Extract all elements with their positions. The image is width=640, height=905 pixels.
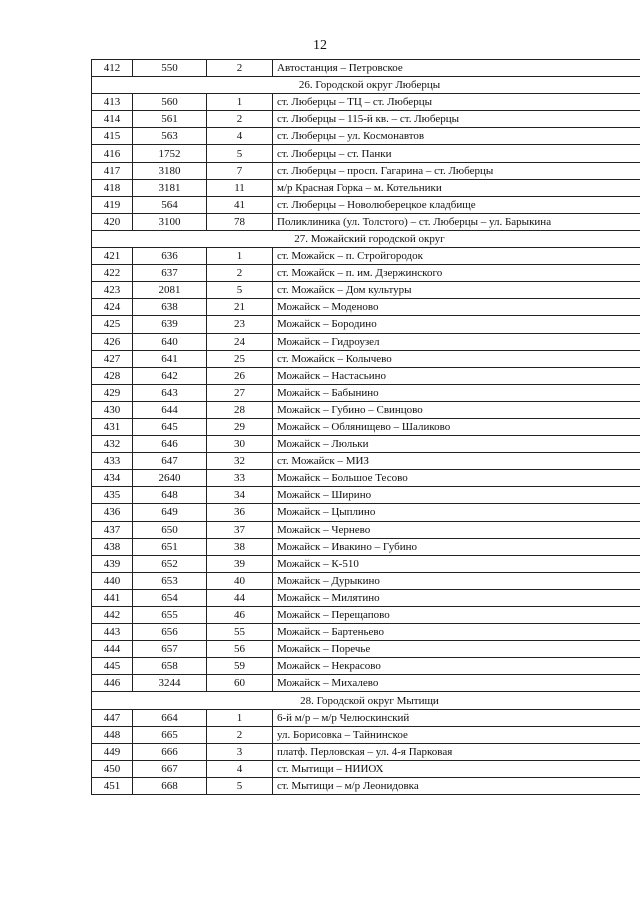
route-number: 651: [133, 538, 207, 555]
route-name: ст. Мытищи – м/р Леонидовка: [273, 777, 640, 794]
route-number: 563: [133, 128, 207, 145]
registration-number: 46: [207, 607, 273, 624]
route-name: ст. Люберцы – ст. Панки: [273, 145, 640, 162]
row-number: 417: [92, 162, 133, 179]
route-name: ст. Можайск – Колычево: [273, 350, 640, 367]
route-number: 655: [133, 607, 207, 624]
route-name: Автостанция – Петровское: [273, 60, 640, 77]
registration-number: 27: [207, 384, 273, 401]
table-row: [92, 333, 640, 350]
row-number: 420: [92, 213, 133, 230]
row-number: 425: [92, 316, 133, 333]
route-name: Можайск – Большое Тесово: [273, 470, 640, 487]
table-row: [92, 94, 640, 111]
route-name: Можайск – Бородино: [273, 316, 640, 333]
row-number: 445: [92, 658, 133, 675]
table-row: [92, 709, 640, 726]
route-name: Можайск – Милятино: [273, 589, 640, 606]
routes-table-body: [92, 60, 640, 795]
route-name: Можайск – Дурыкино: [273, 572, 640, 589]
route-name: Можайск – Люльки: [273, 436, 640, 453]
row-number: 424: [92, 299, 133, 316]
row-number: 414: [92, 111, 133, 128]
row-number: 446: [92, 675, 133, 692]
table-row: [92, 162, 640, 179]
route-name: Можайск – Настасьино: [273, 367, 640, 384]
registration-number: 2: [207, 265, 273, 282]
table-row: [92, 538, 640, 555]
route-number: 649: [133, 504, 207, 521]
registration-number: 24: [207, 333, 273, 350]
route-name: Можайск – К-510: [273, 555, 640, 572]
table-row: [92, 436, 640, 453]
table-row: [92, 299, 640, 316]
table-row: [92, 128, 640, 145]
route-number: 646: [133, 436, 207, 453]
row-number: 431: [92, 418, 133, 435]
route-number: 644: [133, 401, 207, 418]
route-name: ст. Люберцы – Новолюберецкое кладбище: [273, 196, 640, 213]
row-number: 433: [92, 453, 133, 470]
registration-number: 4: [207, 760, 273, 777]
route-number: 652: [133, 555, 207, 572]
registration-number: 32: [207, 453, 273, 470]
registration-number: 5: [207, 282, 273, 299]
registration-number: 1: [207, 94, 273, 111]
route-number: 666: [133, 743, 207, 760]
route-number: 639: [133, 316, 207, 333]
table-row: [92, 350, 640, 367]
registration-number: 38: [207, 538, 273, 555]
row-number: 441: [92, 589, 133, 606]
row-number: 429: [92, 384, 133, 401]
row-number: 450: [92, 760, 133, 777]
table-row: [92, 248, 640, 265]
table-row: [92, 145, 640, 162]
row-number: 437: [92, 521, 133, 538]
route-number: 640: [133, 333, 207, 350]
route-number: 560: [133, 94, 207, 111]
registration-number: 60: [207, 675, 273, 692]
registration-number: 7: [207, 162, 273, 179]
row-number: 449: [92, 743, 133, 760]
registration-number: 56: [207, 641, 273, 658]
row-number: 416: [92, 145, 133, 162]
table-row: [92, 196, 640, 213]
row-number: 435: [92, 487, 133, 504]
route-name: Можайск – Бартеньево: [273, 624, 640, 641]
registration-number: 28: [207, 401, 273, 418]
row-number: 434: [92, 470, 133, 487]
route-number: 643: [133, 384, 207, 401]
row-number: 419: [92, 196, 133, 213]
registration-number: 2: [207, 60, 273, 77]
registration-number: 5: [207, 145, 273, 162]
route-name: ст. Можайск – Дом культуры: [273, 282, 640, 299]
table-row: [92, 367, 640, 384]
registration-number: 2: [207, 726, 273, 743]
row-number: 443: [92, 624, 133, 641]
table-row: [92, 470, 640, 487]
route-name: ул. Борисовка – Тайнинское: [273, 726, 640, 743]
route-number: 1752: [133, 145, 207, 162]
registration-number: 40: [207, 572, 273, 589]
registration-number: 41: [207, 196, 273, 213]
row-number: 439: [92, 555, 133, 572]
route-name: Можайск – Облянищево – Шаликово: [273, 418, 640, 435]
route-number: 2081: [133, 282, 207, 299]
table-row: [92, 726, 640, 743]
route-number: 636: [133, 248, 207, 265]
table-row: [92, 521, 640, 538]
route-number: 641: [133, 350, 207, 367]
route-number: 3180: [133, 162, 207, 179]
route-number: 656: [133, 624, 207, 641]
table-row: [92, 418, 640, 435]
section-header-row: [92, 77, 640, 94]
row-number: 421: [92, 248, 133, 265]
registration-number: 2: [207, 111, 273, 128]
table-row: [92, 179, 640, 196]
registration-number: 78: [207, 213, 273, 230]
route-number: 667: [133, 760, 207, 777]
route-number: 645: [133, 418, 207, 435]
route-number: 658: [133, 658, 207, 675]
table-row: [92, 777, 640, 794]
route-name: Можайск – Чернево: [273, 521, 640, 538]
registration-number: 26: [207, 367, 273, 384]
row-number: 444: [92, 641, 133, 658]
route-number: 650: [133, 521, 207, 538]
route-number: 653: [133, 572, 207, 589]
row-number: 451: [92, 777, 133, 794]
route-number: 3244: [133, 675, 207, 692]
table-row: [92, 589, 640, 606]
route-name: ст. Мытищи – НИИОХ: [273, 760, 640, 777]
registration-number: 55: [207, 624, 273, 641]
row-number: 426: [92, 333, 133, 350]
route-number: 638: [133, 299, 207, 316]
route-name: ст. Люберцы – 115-й кв. – ст. Люберцы: [273, 111, 640, 128]
table-row: [92, 624, 640, 641]
route-name: ст. Люберцы – ТЦ – ст. Люберцы: [273, 94, 640, 111]
table-row: [92, 504, 640, 521]
table-row: [92, 555, 640, 572]
route-number: 654: [133, 589, 207, 606]
row-number: 423: [92, 282, 133, 299]
route-number: 3181: [133, 179, 207, 196]
section-header-row: [92, 692, 640, 709]
route-number: 637: [133, 265, 207, 282]
registration-number: 1: [207, 248, 273, 265]
route-name: Можайск – Губино – Свинцово: [273, 401, 640, 418]
table-row: [92, 607, 640, 624]
table-row: [92, 760, 640, 777]
table-row: [92, 213, 640, 230]
registration-number: 44: [207, 589, 273, 606]
row-number: 438: [92, 538, 133, 555]
route-name: ст. Люберцы – просп. Гагарина – ст. Люберцы: [273, 162, 640, 179]
table-row: [92, 487, 640, 504]
table-row: [92, 111, 640, 128]
registration-number: 39: [207, 555, 273, 572]
table-row: [92, 316, 640, 333]
route-name: 6-й м/р – м/р Челюскинский: [273, 709, 640, 726]
section-title: 28. Городской округ Мытищи: [92, 692, 640, 709]
registration-number: 30: [207, 436, 273, 453]
registration-number: 4: [207, 128, 273, 145]
route-number: 648: [133, 487, 207, 504]
registration-number: 37: [207, 521, 273, 538]
row-number: 422: [92, 265, 133, 282]
table-row: [92, 384, 640, 401]
table-row: [92, 743, 640, 760]
registration-number: 29: [207, 418, 273, 435]
route-number: 3100: [133, 213, 207, 230]
table-row: [92, 60, 640, 77]
section-title: 27. Можайский городской округ: [92, 230, 640, 247]
registration-number: 33: [207, 470, 273, 487]
registration-number: 21: [207, 299, 273, 316]
route-name: Можайск – Ивакино – Губино: [273, 538, 640, 555]
section-header-row: [92, 230, 640, 247]
route-name: Можайск – Гидроузел: [273, 333, 640, 350]
registration-number: 34: [207, 487, 273, 504]
route-name: Можайск – Цыплино: [273, 504, 640, 521]
table-row: [92, 675, 640, 692]
route-number: 564: [133, 196, 207, 213]
row-number: 412: [92, 60, 133, 77]
registration-number: 23: [207, 316, 273, 333]
route-name: ст. Можайск – п. им. Дзержинского: [273, 265, 640, 282]
route-number: 2640: [133, 470, 207, 487]
route-name: платф. Перловская – ул. 4-я Парковая: [273, 743, 640, 760]
page-number: 12: [313, 38, 327, 53]
registration-number: 59: [207, 658, 273, 675]
route-number: 561: [133, 111, 207, 128]
route-name: ст. Можайск – п. Стройгородок: [273, 248, 640, 265]
row-number: 448: [92, 726, 133, 743]
table-row: [92, 453, 640, 470]
routes-table: [91, 59, 640, 795]
route-name: Можайск – Ширино: [273, 487, 640, 504]
route-number: 665: [133, 726, 207, 743]
route-name: Можайск – Перещапово: [273, 607, 640, 624]
row-number: 430: [92, 401, 133, 418]
row-number: 436: [92, 504, 133, 521]
row-number: 442: [92, 607, 133, 624]
table-row: [92, 282, 640, 299]
route-number: 664: [133, 709, 207, 726]
row-number: 440: [92, 572, 133, 589]
row-number: 432: [92, 436, 133, 453]
registration-number: 11: [207, 179, 273, 196]
route-name: Можайск – Михалево: [273, 675, 640, 692]
row-number: 447: [92, 709, 133, 726]
registration-number: 1: [207, 709, 273, 726]
registration-number: 3: [207, 743, 273, 760]
registration-number: 5: [207, 777, 273, 794]
table-row: [92, 572, 640, 589]
row-number: 415: [92, 128, 133, 145]
route-number: 642: [133, 367, 207, 384]
route-number: 657: [133, 641, 207, 658]
route-name: Можайск – Бабынино: [273, 384, 640, 401]
row-number: 413: [92, 94, 133, 111]
route-name: Можайск – Некрасово: [273, 658, 640, 675]
route-number: 550: [133, 60, 207, 77]
route-name: ст. Можайск – МИЗ: [273, 453, 640, 470]
table-row: [92, 658, 640, 675]
table-row: [92, 401, 640, 418]
route-name: ст. Люберцы – ул. Космонавтов: [273, 128, 640, 145]
route-number: 668: [133, 777, 207, 794]
route-name: Поликлиника (ул. Толстого) – ст. Люберцы – ул. Барыкина: [273, 213, 640, 230]
section-title: 26. Городской округ Люберцы: [92, 77, 640, 94]
table-row: [92, 265, 640, 282]
route-name: м/р Красная Горка – м. Котельники: [273, 179, 640, 196]
registration-number: 25: [207, 350, 273, 367]
row-number: 428: [92, 367, 133, 384]
route-name: Можайск – Поречье: [273, 641, 640, 658]
table-row: [92, 641, 640, 658]
route-name: Можайск – Моденово: [273, 299, 640, 316]
registration-number: 36: [207, 504, 273, 521]
route-number: 647: [133, 453, 207, 470]
row-number: 427: [92, 350, 133, 367]
row-number: 418: [92, 179, 133, 196]
